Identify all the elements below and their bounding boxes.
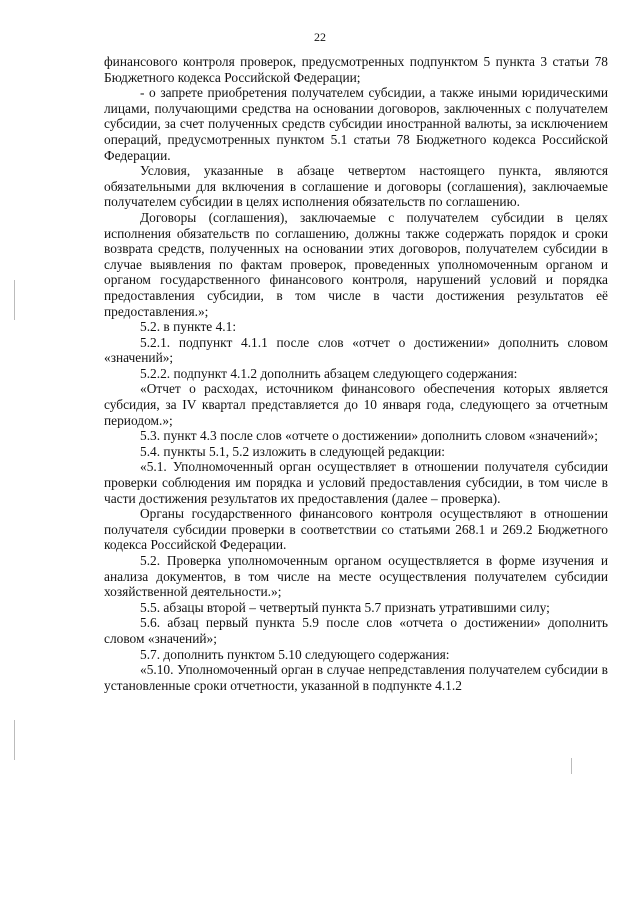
paragraph: - о запрете приобретения получателем субсидии, а также иными юридическими лицами, получающими средства на основании договоров, заключенных с получателем субсидии, за счет полученных средств субсидии иностранной валюты, за исключением операций, предусмотренных пунктом 5.1 статьи 78 Бюджетного кодекса Российской Федерации. [104,85,608,163]
paragraph: Условия, указанные в абзаце четвертом настоящего пункта, являются обязательными для включения в соглашение и договоры (соглашения), заключаемые получателем субсидии в целях исполнения обязательств по соглашению. [104,163,608,210]
page-number: 22 [314,30,326,44]
paragraph: 5.5. абзацы второй – четвертый пункта 5.7 признать утратившими силу; [140,599,550,615]
paragraph: 5.7. дополнить пунктом 5.10 следующего содержания: [140,646,450,662]
scan-mark [14,280,15,320]
paragraph: «5.1. Уполномоченный орган осуществляет в отношении получателя субсидии проверки соблюдения им порядка и условий предоставления субсидии, в том числе в части достижения результатов их предоставления (далее – проверка). [104,459,608,506]
paragraph: Органы государственного финансового контроля осуществляют в отношении получателя субсидии проверки в соответствии со статьями 268.1 и 269.2 Бюджетного кодекса Российской Федерации. [104,506,608,553]
scan-mark [14,720,15,760]
paragraph: «Отчет о расходах, источником финансового обеспечения которых является субсидия, за IV квартал представляется до 10 января года, следующего за отчетным периодом.»; [104,381,608,428]
paragraph: 5.2. в пункте 4.1: [140,319,237,335]
paragraph: 5.6. абзац первый пункта 5.9 после слов «отчета о достижении» дополнить словом «значений»; [104,615,608,646]
paragraph: 5.3. пункт 4.3 после слов «отчете о достижении» дополнить словом «значений»; [140,428,598,444]
document-body [104,54,608,693]
paragraph: 5.4. пункты 5.1, 5.2 изложить в следующей редакции: [140,443,446,459]
paragraph: Договоры (соглашения), заключаемые с получателем субсидии в целях исполнения обязательств по соглашению, должны также содержать порядок и сроки возврата средств, полученных на основании этих договоров, получателем субсидии в случае выявления по фактам проверок, проведенных уполномоченным органом и органом государственного финансового контроля, нарушений условий и порядка предоставления субсидии, в том числе в части достижения результатов её предоставления.»; [104,209,608,319]
scan-mark [571,758,572,774]
paragraph: 5.2.1. подпункт 4.1.1 после слов «отчет о достижении» дополнить словом «значений»; [104,334,608,366]
paragraph: 5.2.2. подпункт 4.1.2 дополнить абзацем следующего содержания: [140,365,518,381]
paragraph: «5.10. Уполномоченный орган в случае непредставления получателем субсидии в установленные сроки отчетности, указанной в подпункте 4.1.2 [104,662,608,693]
paragraph: 5.2. Проверка уполномоченным органом осуществляется в форме изучения и анализа документов, в том числе на месте осуществления получателем субсидии хозяйственной деятельности.»; [104,553,608,600]
paragraph: финансового контроля проверок, предусмотренных подпунктом 5 пункта 3 статьи 78 Бюджетного кодекса Российской Федерации; [104,54,608,85]
